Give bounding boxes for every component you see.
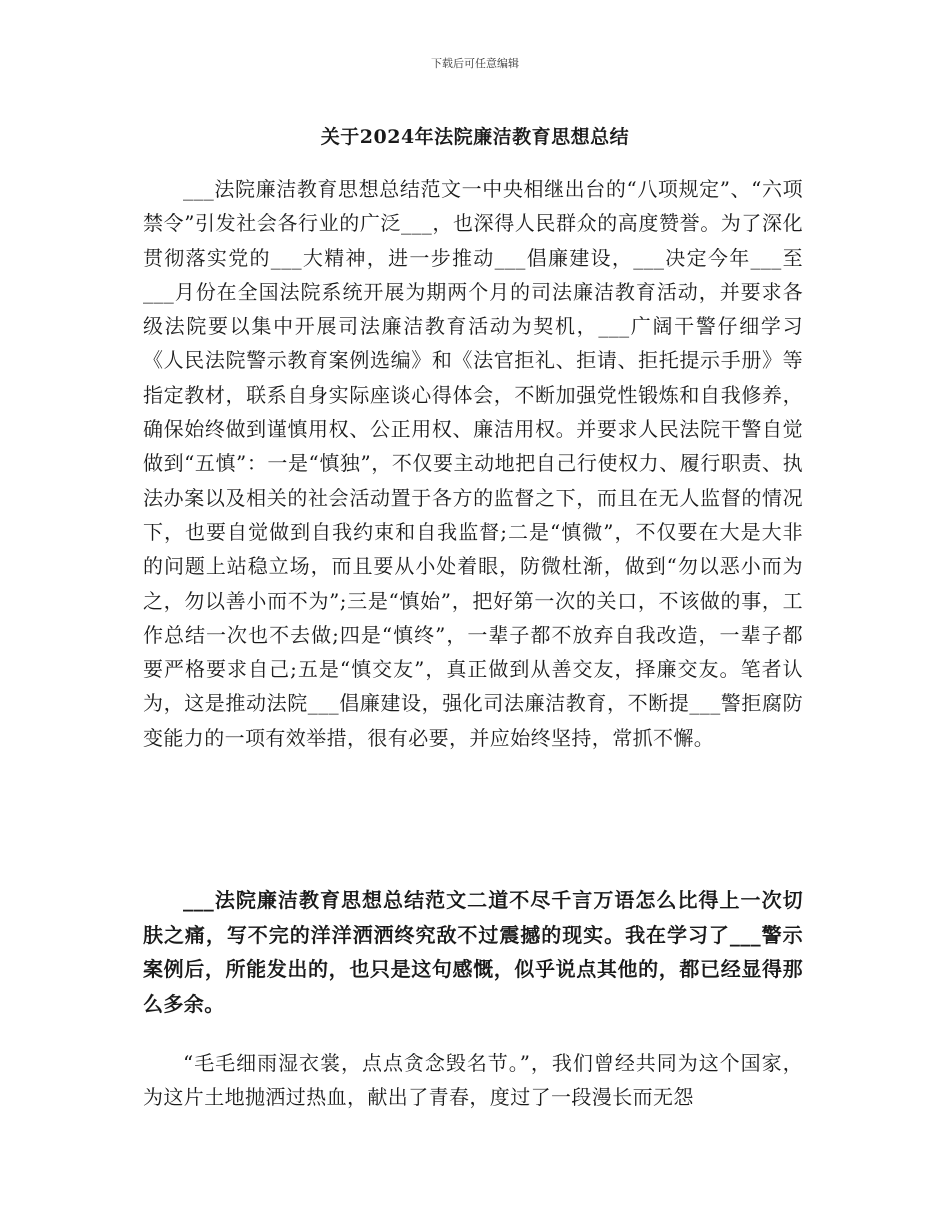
header-note: 下载后可任意编辑 xyxy=(431,57,519,70)
paragraph-1: ___法院廉洁教育思想总结范文一中央相继出台的“八项规定”、“六项禁令”引发社会各行业的广泛___，也深得人民群众的高度赞誉。为了深化贯彻落实党的___大精神，进一步推动___倡廉建设，___决定今年___至___月份在全国法院系统开展为期两个月的司法廉洁教育活动，并要求各级法院要以集中开展司法廉洁教育活动为契机，___广阔干警仔细学习《人民法院警示教育案例选编》和《法官拒礼、拒请、拒托提示手册》等指定教材，联系自身实际座谈心得体会，不断加强党性锻炼和自我修养，确保始终做到谨慎用权、公正用权、廉洁用权。并要求人民法院干警自觉做到“五慎”：一是“慎独”，不仅要主动地把自己行使权力、履行职责、执法办案以及相关的社会活动置于各方的监督之下，而且在无人监督的情况下，也要自觉做到自我约束和自我监督;二是“慎微”，不仅要在大是大非的问题上站稳立场，而且要从小处着眼，防微杜渐，做到“勿以恶小而为之，勿以善小而不为”;三是“慎始”，把好第一次的关口，不该做的事，工作总结一次也不去做;四是“慎终”，一辈子都不放弃自我改造，一辈子都要严格要求自己;五是“慎交友”，真正做到从善交友，择廉交友。笔者认为，这是推动法院___倡廉建设，强化司法廉洁教育，不断提___警拒腐防变能力的一项有效举措，很有必要，并应始终坚持，常抓不懈。 xyxy=(143,177,803,750)
paragraph-2: ___法院廉洁教育思想总结范文二道不尽千言万语怎么比得上一次切肤之痛，写不完的洋洋洒洒终究敌不过震撼的现实。我在学习了___警示案例后，所能发出的，也只是这句感慨，似乎说点其他的，都已经显得那么多余。 xyxy=(143,888,803,1016)
paragraph-3: “毛毛细雨湿衣裳，点点贪念毁名节。”，我们曾经共同为这个国家，为这片土地抛洒过热血，献出了青春，度过了一段漫长而无怨 xyxy=(143,1051,803,1110)
document-title: 关于2024年法院廉洁教育思想总结 xyxy=(320,126,630,148)
